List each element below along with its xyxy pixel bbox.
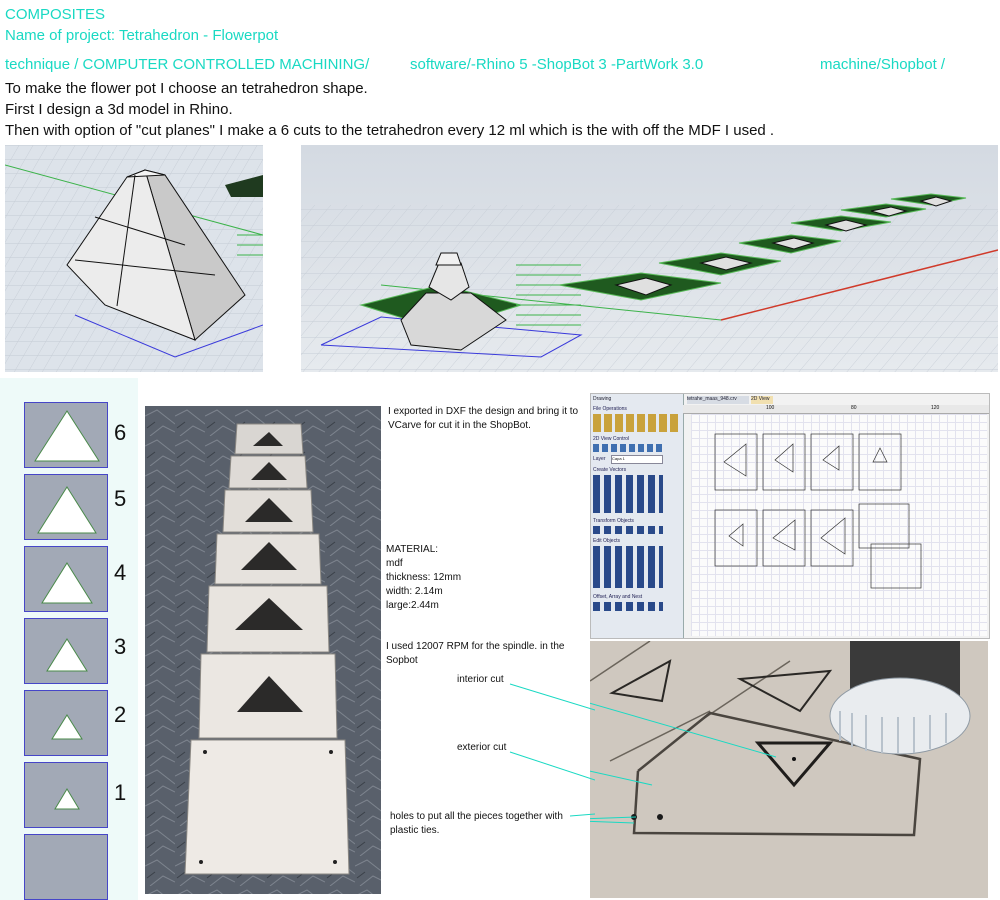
transform-icons[interactable]	[593, 526, 663, 534]
vcarve-screenshot	[590, 393, 990, 639]
layer-label: Layer	[593, 456, 606, 462]
section-2d-view: 2D View Control	[593, 436, 630, 442]
rhino-pyramid-view	[5, 145, 263, 372]
ruler-mark-80: 80	[851, 405, 857, 411]
slice-tile-4	[24, 546, 108, 612]
slice-number-6: 6	[114, 420, 127, 445]
intro-line-3: Then with option of "cut planes" I make a 6 cuts to the tetrahedron every 12 ml which is the with off the MDF I used .	[5, 122, 775, 139]
material-large: large:2.44m	[386, 600, 439, 611]
section-offset: Offset, Array and Nest	[593, 594, 643, 600]
view-icons[interactable]	[593, 444, 665, 452]
slice-tile-5	[24, 474, 108, 540]
slice-number-3: 3	[114, 634, 127, 659]
project-name: Name of project: Tetrahedron - Flowerpot	[5, 27, 279, 44]
section-edit: Edit Objects	[593, 538, 620, 544]
design-canvas[interactable]	[691, 414, 987, 636]
edit-icons[interactable]	[593, 546, 663, 588]
slice-number-2: 2	[114, 702, 127, 727]
rhino-slices-view	[301, 145, 998, 372]
holes-label: holes to put all the pieces together with plastic ties.	[390, 811, 563, 836]
slice-tile-base	[24, 834, 108, 900]
slice-tile-6	[24, 402, 108, 468]
slice-tile-2	[24, 690, 108, 756]
intro-line-2: First I design a 3d model in Rhino.	[5, 101, 233, 118]
ruler	[683, 405, 989, 414]
file-ops-icons[interactable]	[593, 414, 679, 432]
machine-label: machine/Shopbot /	[820, 56, 946, 73]
panel-title: Drawing	[593, 396, 612, 402]
material-title: MATERIAL:	[386, 544, 439, 555]
vector-tool-icons[interactable]	[593, 475, 663, 513]
vcarve-tool-panel	[591, 394, 684, 638]
material-thickness: thickness: 12mm	[386, 572, 462, 583]
rpm-note: I used 12007 RPM for the spindle. in the Sopbot	[386, 641, 565, 666]
material-type: mdf	[386, 558, 403, 569]
slice-tile-3	[24, 618, 108, 684]
category-title: COMPOSITES	[5, 6, 106, 23]
export-note: I exported in DXF the design and bring it to VCarve for cut it in the ShopBot.	[388, 406, 579, 431]
ruler-mark-120: 120	[931, 405, 940, 411]
section-file-ops: File Operations	[593, 406, 627, 412]
slices-render	[301, 145, 998, 372]
software-label: software/-Rhino 5 -ShopBot 3 -PartWork 3.0	[410, 56, 704, 73]
tab-2d-view[interactable]: 2D View	[751, 396, 773, 404]
technique-label: technique / COMPUTER CONTROLLED MACHINING/	[5, 56, 370, 73]
section-transform: Transform Objects	[593, 518, 634, 524]
offset-icons[interactable]	[593, 602, 663, 611]
annotation-lines	[590, 641, 988, 898]
tab-file[interactable]: tetrahe_maas_948.crv	[687, 396, 749, 404]
layer-select[interactable]: Capa 1	[611, 455, 663, 464]
slice-number-5: 5	[114, 486, 127, 511]
shopbot-cutting-photo	[590, 641, 988, 898]
interior-cut-label: interior cut	[457, 674, 504, 685]
exterior-cut-label: exterior cut	[457, 742, 507, 753]
annotation-leaders	[500, 680, 595, 820]
intro-line-1: To make the flower pot I choose an tetrahedron shape.	[5, 80, 368, 97]
slice-number-1: 1	[114, 780, 127, 805]
slice-tile-1	[24, 762, 108, 828]
section-create-vectors: Create Vectors	[593, 467, 627, 473]
ruler-mark-100: 100	[766, 405, 775, 411]
material-width: width: 2.14m	[386, 586, 443, 597]
mdf-pieces-photo	[145, 406, 381, 894]
slice-number-4: 4	[114, 560, 127, 585]
pyramid-render	[5, 145, 263, 372]
